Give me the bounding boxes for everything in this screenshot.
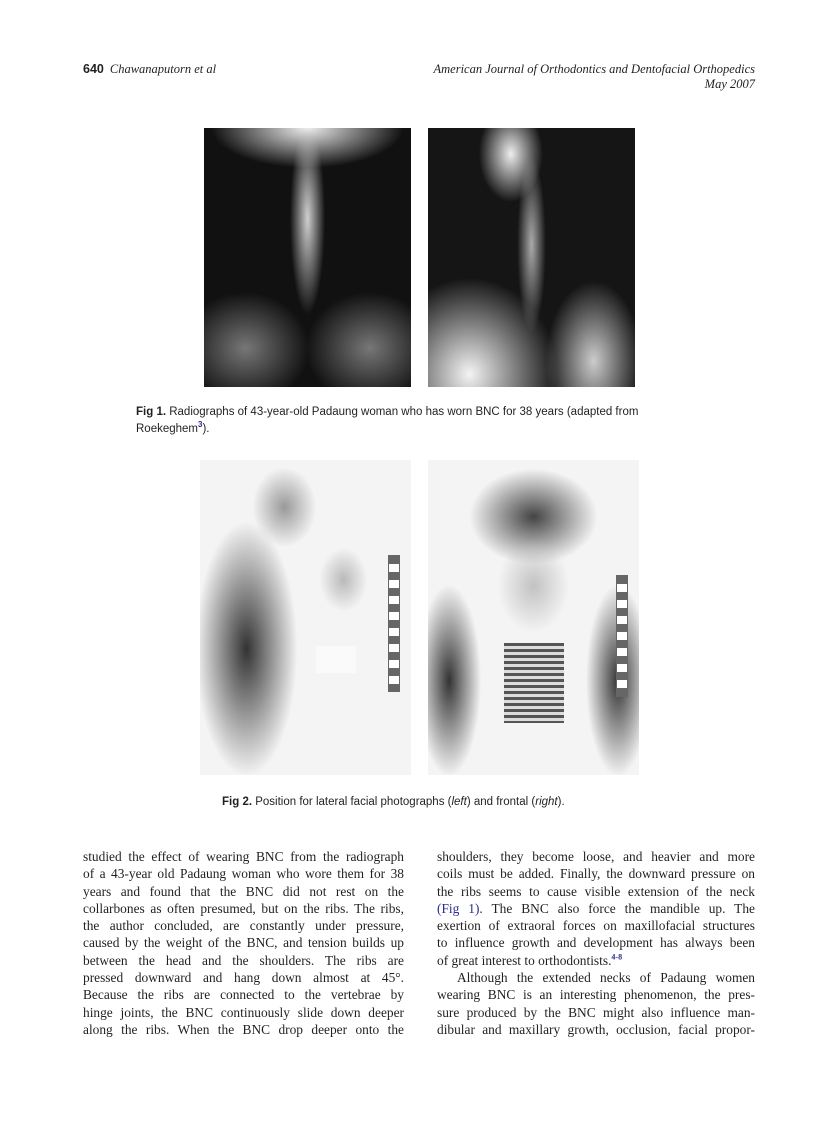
text-line: caused by the weight of the BNC, and tension builds up (83, 935, 404, 951)
figure-link[interactable]: (Fig 1) (437, 900, 480, 916)
text-line: wearing BNC is an interesting phenomenon, the pres- (437, 987, 755, 1003)
authors: Chawanaputorn et al (109, 62, 217, 76)
caption-text: ). (557, 796, 565, 808)
text-line: sure produced by the BNC might also influence man- (437, 1004, 755, 1020)
text-line: shoulders, they become loose, and heavier and more (437, 849, 755, 864)
photo-lateral (200, 460, 411, 775)
ruler (388, 555, 400, 692)
caption-text: Radiographs of 43-year-old Padaung woman who has worn BNC for 38 years (adapted from (169, 406, 639, 418)
text-line: to influence growth and development has always been (437, 935, 755, 951)
text-line: Although the extended necks of Padaung women (457, 970, 755, 986)
text: of great interest to orthodontists. (437, 952, 612, 968)
text-line: dibular and maxillary growth, occlusion, facial propor- (437, 1021, 755, 1037)
text-line: years and found that the BNC did not rest on the (83, 883, 404, 899)
text-line (437, 952, 755, 969)
text-line: studied the effect of wearing BNC from the radiograph (83, 849, 404, 864)
caption-text: ). (202, 423, 210, 435)
text-line: collarbones as often presumed, but on the ribs. The ribs, (83, 900, 404, 916)
text-line: Because the ribs are connected to the vertebrae by (83, 987, 404, 1003)
ruler (616, 575, 628, 697)
text-line: the ribs seems to cause visible extension of the neck (437, 883, 755, 899)
figure1-label: Fig 1. (136, 406, 167, 418)
text-line: exertion of extraoral forces on maxillofacial structures (437, 918, 755, 934)
text-line: coils must be added. Finally, the downward pressure on (437, 866, 755, 882)
text-line: of a 43-year old Padaung woman who wore them for 38 (83, 866, 404, 882)
caption-text: ) and frontal ( (466, 796, 536, 808)
caption-text: right (535, 796, 558, 808)
figure1-caption (136, 404, 726, 438)
running-header-left (83, 62, 216, 77)
body-column-left (83, 848, 404, 1038)
caption-text: Position for lateral facial photographs ( (255, 796, 452, 808)
radiograph-lateral (428, 128, 635, 387)
issue-date: May 2007 (704, 77, 755, 91)
caption-text: left (451, 796, 467, 808)
photo-frontal (428, 460, 639, 775)
running-header-right (434, 62, 756, 92)
reference-link[interactable]: 3 (198, 420, 203, 430)
body-column-right (437, 848, 755, 1038)
text-line: along the ribs. When the BNC drop deeper onto the (83, 1021, 404, 1037)
text-line: the author concluded, are constantly under pressure, (83, 918, 404, 934)
text-line: between the head and the shoulders. The ribs are (83, 952, 404, 968)
reference-link[interactable]: 4-8 (611, 952, 623, 962)
figure2-caption (222, 794, 565, 811)
figure2-label: Fig 2. (222, 796, 253, 808)
text-line: hinge joints, the BNC continuously slide down deeper (83, 1004, 404, 1020)
page-number: 640 (83, 62, 104, 76)
radiograph-frontal (204, 128, 411, 387)
journal-title: American Journal of Orthodontics and Dentofacial Orthopedics (433, 62, 755, 76)
text-line: pressed downward and hang down almost at 45°. (83, 970, 404, 986)
text-line (437, 900, 755, 917)
text: . The BNC also force the mandible up. The (479, 900, 755, 916)
caption-text: Roekeghem (136, 423, 199, 435)
